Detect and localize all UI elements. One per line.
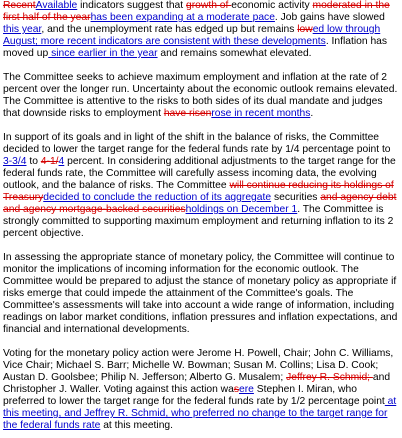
body-text: , and the unemployment rate has edged up but remains	[41, 24, 298, 35]
inserted-text: at this meeting, and Jeffrey R. Schmid, who preferred no change to the target range for the federal funds rate	[3, 396, 397, 431]
deleted-text: s	[233, 384, 239, 395]
deleted-text: will continue reducing its holdings of Treasury	[3, 180, 394, 203]
deleted-text: and agency debt and agency mortgage-backed securities	[3, 192, 397, 215]
body-text: In assessing the appropriate stance of monetary policy, the Committee will continue to monitor the implications of incoming information for the economic outlook. The Committee would be prepared to adjust the stance of monetary policy as appropriate if risks emerge that could impede the attainment of the Committee's goals. The Committee's assessments will take into account a wide range of information, including readings on labor market conditions, inflation pressures and inflation expectations, and financial and international developments.	[3, 252, 398, 335]
inserted-text: 3-3/4	[3, 156, 27, 167]
inserted-text: ere	[239, 384, 254, 395]
body-text: economic activity	[231, 0, 313, 11]
deleted-text: have risen	[163, 108, 212, 119]
body-text: . Job gains have slowed	[274, 12, 385, 23]
body-text: at this meeting.	[100, 420, 174, 431]
inserted-text: rose in recent months	[211, 108, 311, 119]
deleted-text: moderated in the first half of the year	[3, 0, 390, 23]
paragraph-voting	[3, 348, 399, 432]
inserted-text: has been expanding at a moderate pace	[90, 12, 275, 23]
body-text: percent. In considering additional adjustments to the target range for the federal funds rate, the Committee will carefully assess incoming data, the evolving outlook, and the balance of risks. The Committee	[3, 156, 396, 191]
paragraph-policy-decision	[3, 132, 399, 240]
paragraph-economic-activity	[3, 0, 399, 60]
body-text: Stephen I. Miran, who preferred to lower the target range for the federal funds rate by 1/2 percentage point	[3, 384, 385, 407]
paragraph-policy-stance	[3, 252, 399, 336]
inserted-text: decided to conclude the reduction of its aggregate	[43, 192, 272, 203]
body-text: . The Committee is strongly committed to supporting maximum employment and returning inflation to its 2 percent objective.	[3, 204, 394, 239]
body-text: and Christopher J. Waller. Voting against this action wa	[3, 372, 391, 395]
body-text: In support of its goals and in light of the shift in the balance of risks, the Committee decided to lower the target range for the federal funds rate by 1/4 percentage point to	[3, 132, 391, 155]
inserted-text: Available	[35, 0, 78, 11]
inserted-text: this year	[3, 24, 42, 35]
deleted-text: 4-1/	[40, 156, 59, 167]
deleted-text: Recent	[3, 0, 36, 11]
body-text: to	[26, 156, 41, 167]
body-text: indicators suggest that	[77, 0, 187, 11]
inserted-text: holdings on December 1	[185, 204, 298, 215]
body-text: Voting for the monetary policy action were Jerome H. Powell, Chair; John C. Williams, Vice Chair; Michael S. Barr; Michelle W. Bowman; Susan M. Collins; Lisa D. Cook; Austan D. Goolsbee; Philip N. Jefferson; Alberto G. Musalem;	[3, 348, 394, 383]
deleted-text: growth of	[186, 0, 232, 11]
deleted-text: low	[297, 24, 313, 35]
inserted-text: 4	[58, 156, 65, 167]
body-text: . Inflation has moved up	[3, 36, 388, 59]
inserted-text: ed low through August; more recent indicators are consistent with these developments	[3, 24, 381, 47]
body-text: and remains somewhat elevated.	[157, 48, 312, 59]
body-text: The Committee seeks to achieve maximum employment and inflation at the rate of 2 percent over the longer run. Uncertainty about the economic outlook remains elevated. The Committee is attentive to the risks to both sides of its dual mandate and judges that downside risks to employment	[3, 72, 398, 119]
body-text: .	[310, 108, 314, 119]
deleted-text: Jeffrey R. Schmid;	[286, 372, 373, 383]
inserted-text: since earlier in the year	[48, 48, 158, 59]
body-text: securities	[271, 192, 321, 203]
paragraph-mandate	[3, 72, 399, 120]
